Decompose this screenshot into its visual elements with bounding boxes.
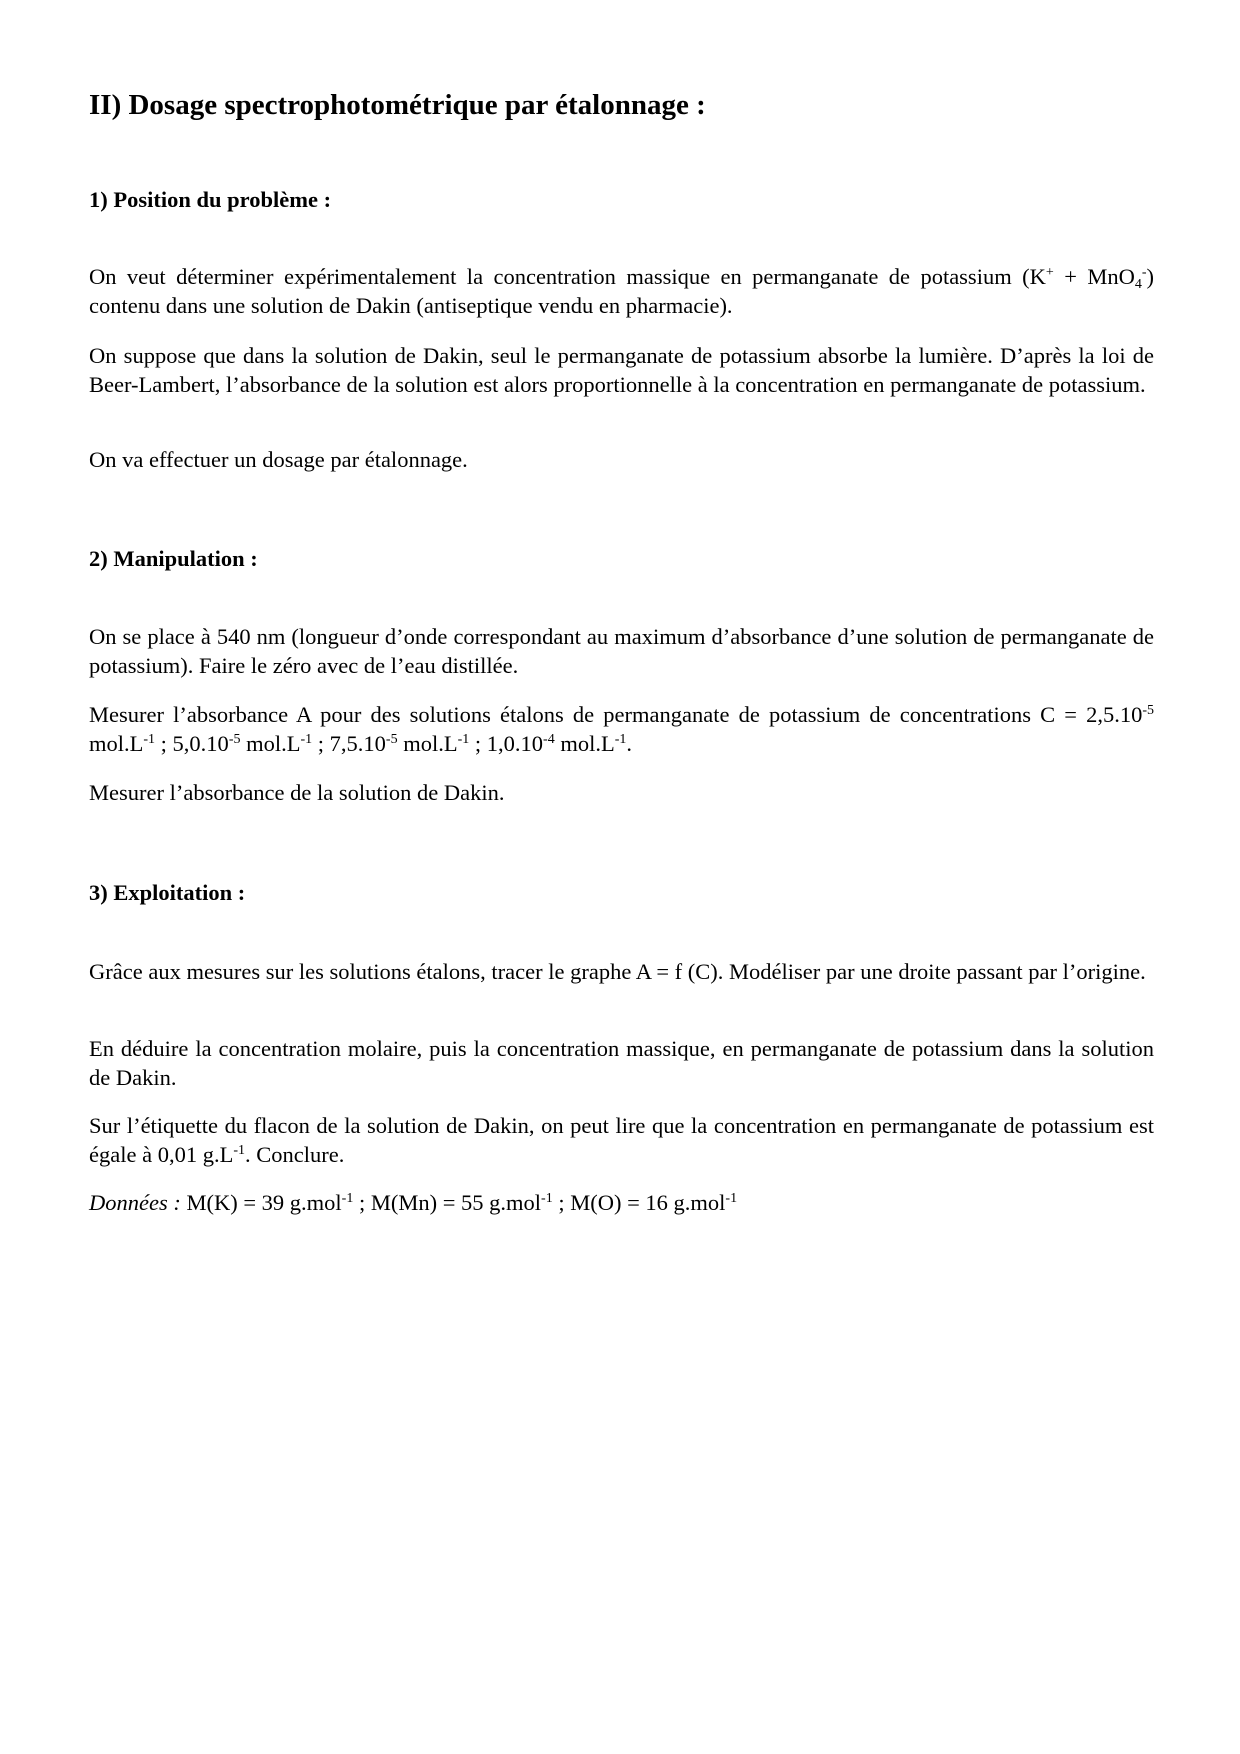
paragraph-beer-lambert: On suppose que dans la solution de Dakin, seul le permanganate de potassium absorbe la lumière. D’après la loi de Beer-Lambert, l’absorbance de la solution est alors proportionnelle à la concentration en permanganate de potassium. [89,343,1154,397]
section-heading-exploitation: 3) Exploitation : [89,880,246,905]
paragraph-graphe: Grâce aux mesures sur les solutions étalons, tracer le graphe A = f (C). Modéliser par une droite passant par l’origine. [89,959,1146,984]
section-heading-manipulation: 2) Manipulation : [89,546,258,571]
paragraph-mesure-dakin: Mesurer l’absorbance de la solution de Dakin. [89,780,505,805]
paragraph-dosage: On va effectuer un dosage par étalonnage. [89,447,468,472]
paragraph-etiquette: Sur l’étiquette du flacon de la solution de Dakin, on peut lire que la concentration en permanganate de potassium est égale à 0,01 $g.L^{-1}$. Conclure. [89,1113,1154,1167]
paragraph-solutions-etalons: Mesurer l’absorbance A pour des solutions étalons de permanganate de potassium de concentrations $C = 2,5.10^{-5}$ $mol.L^{-1}$ ; $5,0.10^{-5}$ $mol.L^{-1}$ ; $7,5.10^{-5}$ $mol.L^{-1}$ ; $1,0.10^{-4}$ $mol.L^{-1}$. [89,702,1154,756]
paragraph-donnees: Données : M(K) = 39 g.mol$^{-1}$ ; M(Mn) = 55 g.mol$^{-1}$ ; M(O) = 16 g.mol$^{-1}$ [89,1190,738,1215]
paragraph-longueur-onde: On se place à 540 nm (longueur d’onde correspondant au maximum d’absorbance d’une solution de permanganate de potassium). Faire le zéro avec de l’eau distillée. [89,624,1154,678]
paragraph-objectif: On veut déterminer expérimentalement la concentration massique en permanganate de potassium (K+ + MnO$_4$-) contenu dans une solution de Dakin (antiseptique vendu en pharmacie). [89,264,1155,318]
section-heading-position-probleme: 1) Position du problème : [89,187,332,212]
page-title: II) Dosage spectrophotométrique par étalonnage : [89,89,706,121]
donnees-label: Données : [89,1190,181,1215]
paragraph-deduction: En déduire la concentration molaire, puis la concentration massique, en permanganate de potassium dans la solution de Dakin. [89,1036,1154,1090]
